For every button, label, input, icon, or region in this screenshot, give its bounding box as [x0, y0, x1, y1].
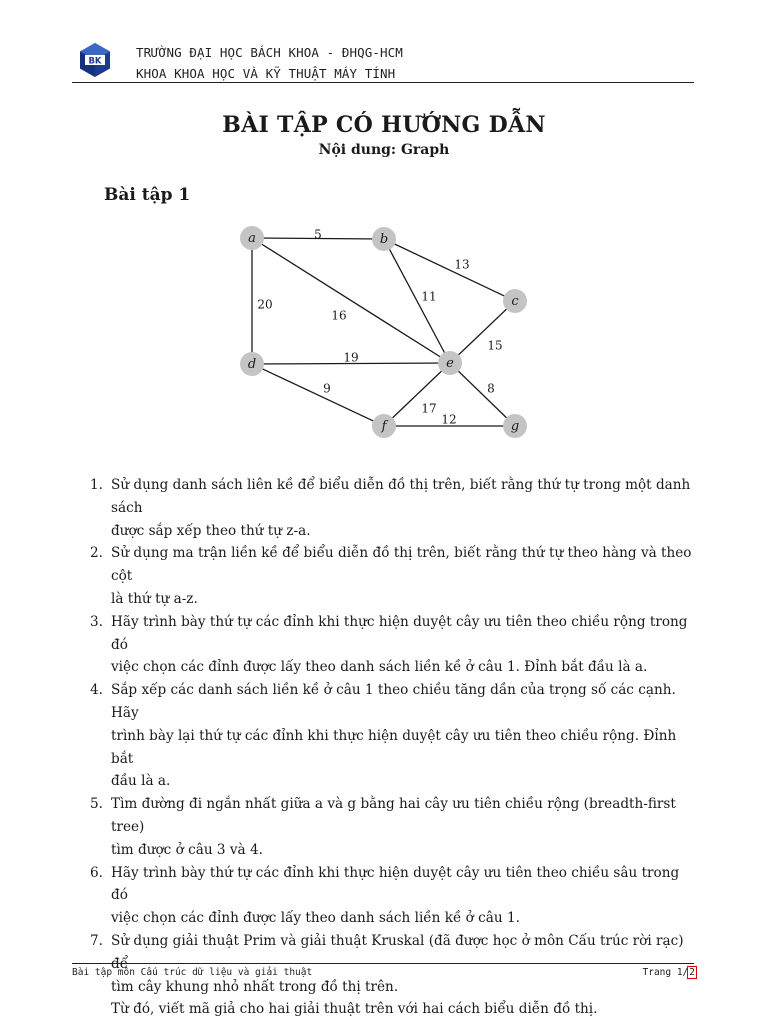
node-label-a: a	[248, 231, 256, 246]
section-heading: Bài tập 1	[104, 185, 191, 205]
edge-c-e	[450, 301, 515, 363]
exercise-number: 6.	[90, 864, 103, 881]
exercise-item	[86, 679, 698, 793]
exercise-item	[86, 474, 698, 542]
edge-weight-a-d: 20	[257, 297, 273, 312]
exercise-item	[86, 793, 698, 861]
node-label-d: d	[247, 357, 257, 372]
edge-weight-c-e: 15	[487, 338, 503, 353]
exercise-text-line: Hãy trình bày thứ tự các đỉnh khi thực hiện duyệt cây ưu tiên theo chiều sâu trong đó	[111, 864, 680, 904]
edge-weight-f-g: 12	[441, 412, 457, 427]
exercise-number: 4.	[90, 682, 103, 699]
exercise-item	[86, 542, 698, 610]
exercise-item	[86, 611, 698, 679]
footer-course-name: Bài tập môn Cấu trúc dữ liệu và giải thuật	[72, 967, 313, 978]
node-label-f: f	[381, 419, 387, 434]
edge-weight-d-e: 19	[343, 350, 359, 365]
exercise-number: 2.	[90, 545, 103, 562]
faculty-name: KHOA KHOA HỌC VÀ KỸ THUẬT MÁY TÍNH	[136, 66, 396, 81]
exercise-text-line: Hãy trình bày thứ tự các đỉnh khi thực hiện duyệt cây ưu tiên theo chiều rộng trong đó	[111, 613, 688, 653]
exercise-text-line: tìm được ở câu 3 và 4.	[111, 841, 263, 858]
page-number	[643, 967, 697, 978]
exercise-number: 7.	[90, 932, 103, 949]
edge-weight-b-c: 13	[454, 257, 470, 272]
edge-weight-b-e: 11	[421, 289, 437, 304]
exercise-text-line: trình bày lại thứ tự các đỉnh khi thực hiện duyệt cây ưu tiên theo chiều rộng. Đỉnh bắt	[111, 727, 677, 767]
exercise-text-line: tìm cây khung nhỏ nhất trong đồ thị trên.	[111, 978, 399, 995]
edge-weight-e-g: 8	[487, 381, 495, 396]
page-total-link[interactable]: 2	[689, 967, 695, 978]
footer-divider	[72, 963, 694, 964]
document-subtitle: Nội dung: Graph	[318, 142, 450, 158]
node-label-b: b	[379, 232, 389, 247]
exercise-text-line: việc chọn các đỉnh được lấy theo danh sách liền kề ở câu 1.	[111, 910, 520, 927]
exercise-text-line: đầu là a.	[111, 773, 171, 790]
exercise-text-line: việc chọn các đỉnh được lấy theo danh sách liền kề ở câu 1. Đỉnh bắt đầu là a.	[111, 659, 648, 676]
node-label-e: e	[446, 356, 454, 371]
exercise-text-line: Sử dụng danh sách liên kề để biểu diễn đồ thị trên, biết rằng thứ tự trong một danh sách	[111, 477, 691, 516]
edge-f-e	[384, 363, 450, 426]
university-name: TRƯỜNG ĐẠI HỌC BÁCH KHOA - ĐHQG-HCM	[136, 45, 403, 60]
edge-weight-a-b: 5	[314, 227, 322, 242]
logo-text: BK	[88, 56, 102, 67]
edge-weight-a-e: 16	[331, 308, 347, 323]
edge-b-e	[384, 239, 450, 363]
exercise-text-line: Sử dụng ma trận liền kề để biểu diễn đồ thị trên, biết rằng thứ tự theo hàng và theo cột	[111, 545, 692, 585]
exercise-item	[86, 862, 698, 930]
exercise-number: 5.	[90, 796, 103, 813]
node-label-c: c	[511, 294, 519, 309]
edge-e-g	[450, 363, 515, 426]
edge-d-f	[252, 364, 384, 426]
exercise-text-line: Sử dụng giải thuật Prim và giải thuật Kruskal (đã được học ở môn Cấu trúc rời rạc) để	[111, 932, 684, 972]
exercise-list	[86, 474, 698, 1021]
edge-weight-d-f: 9	[323, 381, 331, 396]
edge-b-c	[384, 239, 515, 301]
exercise-text-line: Tìm đường đi ngắn nhất giữa a và g bằng hai cây ưu tiên chiều rộng (breadth-first tree)	[111, 796, 676, 835]
document-title: BÀI TẬP CÓ HƯỚNG DẪN	[222, 112, 546, 138]
exercise-text-line: Từ đó, viết mã giả cho hai giải thuật trên với hai cách biểu diễn đồ thị.	[111, 1001, 598, 1018]
exercise-text-line: Sắp xếp các danh sách liền kề ở câu 1 theo chiều tăng dần của trọng số các cạnh. Hãy	[111, 682, 676, 721]
exercise-number: 3.	[90, 613, 103, 630]
node-label-g: g	[510, 419, 520, 434]
exercise-text-line: là thứ tự a-z.	[111, 590, 198, 607]
edge-weight-f-e: 17	[421, 401, 437, 416]
weighted-graph-figure	[0, 0, 768, 460]
exercise-text-line: được sắp xếp theo thứ tự z-a.	[111, 522, 311, 539]
page-number-prefix: Trang 1/	[642, 967, 689, 978]
exercise-number: 1.	[90, 477, 103, 493]
